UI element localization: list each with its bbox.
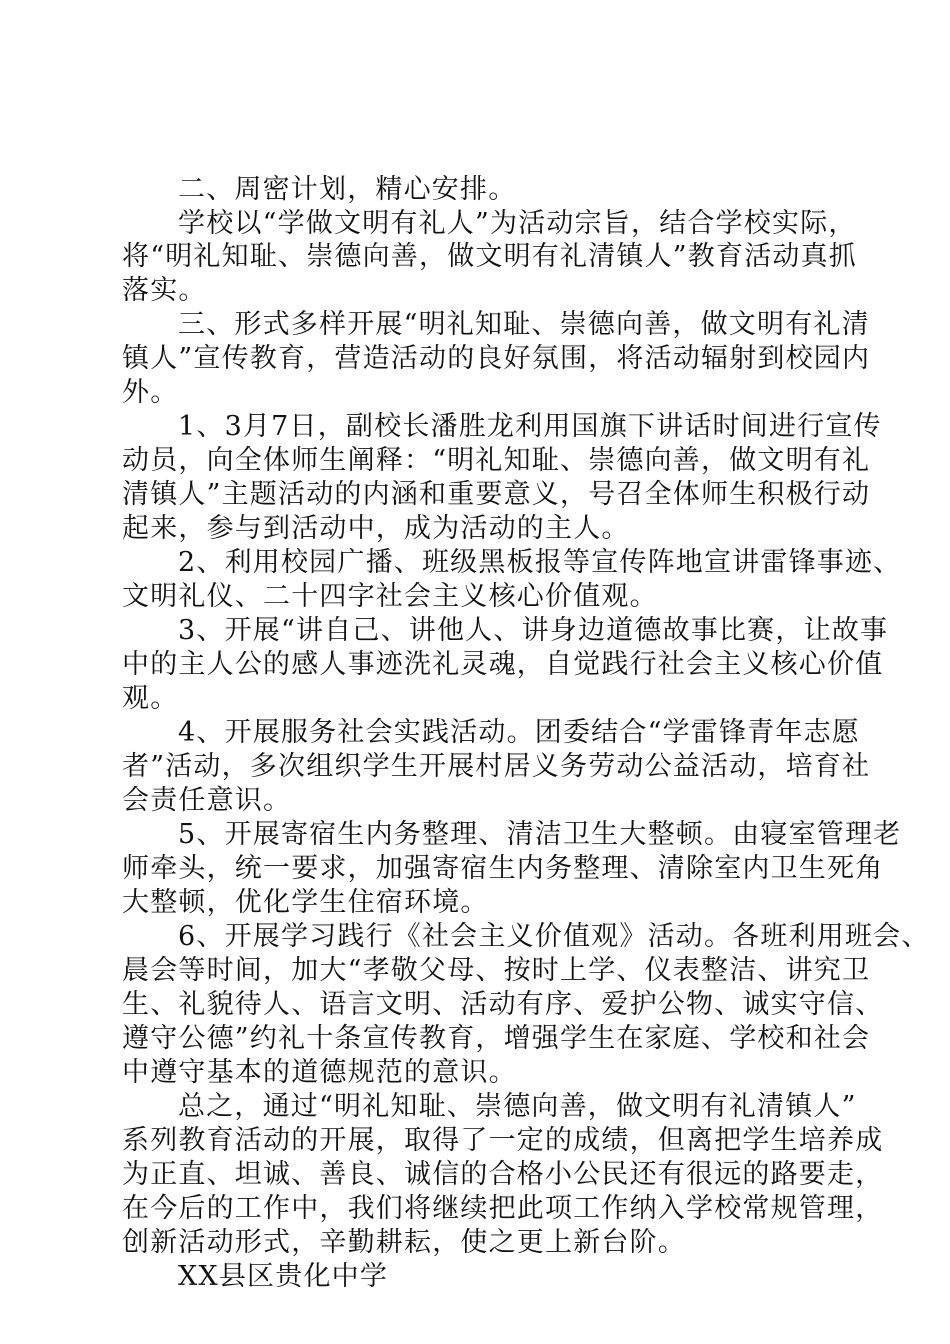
paragraph-line: 学校以“学做文明有礼人”为活动宗旨，结合学校实际， bbox=[178, 208, 857, 239]
paragraph-line: 观。 bbox=[122, 683, 179, 714]
signature: XX县区贵化中学 bbox=[178, 1261, 389, 1292]
paragraph-line: 系列教育活动的开展，取得了一定的成绩，但离把学生培养成 bbox=[122, 1125, 884, 1156]
list-item-4: 4、开展服务社会实践活动。团委结合“学雷锋青年志愿 bbox=[178, 717, 860, 748]
paragraph-line: 中遵守基本的道德规范的意识。 bbox=[122, 1057, 517, 1088]
paragraph-line: 晨会等时间，加大“孝敬父母、按时上学、仪表整洁、讲究卫 bbox=[122, 955, 871, 986]
paragraph-line: 大整顿，优化学生住宿环境。 bbox=[122, 887, 489, 918]
list-item-5: 5、开展寄宿生内务整理、清洁卫生大整顿。由寝室管理老 bbox=[178, 819, 902, 850]
paragraph-line: 落实。 bbox=[122, 275, 207, 306]
paragraph-line: 创新活动形式，辛勤耕耘，使之更上新台阶。 bbox=[122, 1227, 686, 1258]
paragraph-line: 中的主人公的感人事迹洗礼灵魂，自觉践行社会主义核心价值 bbox=[122, 649, 884, 680]
paragraph-line: 镇人”宣传教育，营造活动的良好氛围，将活动辐射到校园内 bbox=[122, 343, 871, 374]
paragraph-line: 清镇人”主题活动的内涵和重要意义，号召全体师生积极行动 bbox=[122, 479, 871, 510]
section-heading-3: 三、形式多样开展“明礼知耻、崇德向善，做文明有礼清 bbox=[178, 309, 870, 340]
paragraph-line: 者”活动，多次组织学生开展村居义务劳动公益活动，培育社 bbox=[122, 751, 871, 782]
paragraph-line: 起来，参与到活动中，成为活动的主人。 bbox=[122, 513, 630, 544]
paragraph-line: 文明礼仪、二十四字社会主义核心价值观。 bbox=[122, 581, 658, 612]
paragraph-line: 为正直、坦诚、善良、诚信的合格小公民还有很远的路要走， bbox=[122, 1159, 884, 1190]
paragraph-line: 在今后的工作中，我们将继续把此项工作纳入学校常规管理， bbox=[122, 1193, 884, 1224]
paragraph-line: 遵守公德”约礼十条宣传教育，增强学生在家庭、学校和社会 bbox=[122, 1023, 871, 1054]
list-item-6: 6、开展学习践行《社会主义价值观》活动。各班利用班会、 bbox=[178, 921, 930, 952]
paragraph-line: 生、礼貌待人、语言文明、活动有序、爱护公物、诚实守信、 bbox=[122, 989, 884, 1020]
paragraph-line: 会责任意识。 bbox=[122, 785, 292, 816]
paragraph-line: 将“明礼知耻、崇德向善，做文明有礼清镇人”教育活动真抓 bbox=[122, 241, 858, 272]
paragraph-line: 师牵头，统一要求，加强寄宿生内务整理、清除室内卫生死角 bbox=[122, 853, 884, 884]
paragraph-line: 外。 bbox=[122, 377, 179, 408]
summary-paragraph: 总之，通过“明礼知耻、崇德向善，做文明有礼清镇人” bbox=[178, 1091, 857, 1122]
list-item-1: 1、3月7日，副校长潘胜龙利用国旗下讲话时间进行宣传 bbox=[178, 411, 882, 442]
section-heading-2: 二、周密计划，精心安排。 bbox=[178, 174, 517, 205]
list-item-3: 3、开展“讲自己、讲他人、讲身边道德故事比赛，让故事 bbox=[178, 615, 889, 646]
paragraph-line: 动员，向全体师生阐释：“明礼知耻、崇德向善，做文明有礼 bbox=[122, 445, 871, 476]
list-item-2: 2、利用校园广播、班级黑板报等宣传阵地宣讲雷锋事迹、 bbox=[178, 547, 902, 578]
